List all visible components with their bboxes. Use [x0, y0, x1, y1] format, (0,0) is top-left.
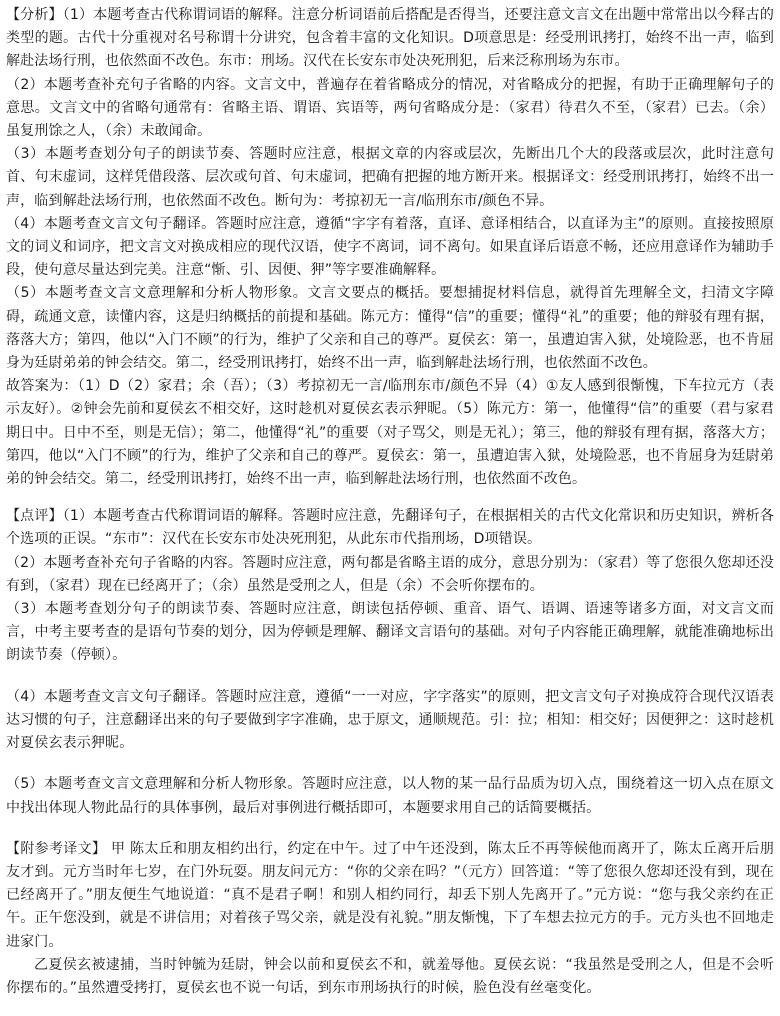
paragraph-gap	[6, 755, 774, 773]
analysis-paragraph-2: （2）本题考查补充句子省略的内容。文言文中，普遍存在着省略成分的情况，对省略成分的把握，有助于正确理解句子的意思。文言文中的省略句通常有：省略主语、谓语、宾语等，两句省略成分是：（家君）待君久不至，（家君）已去。（余）虽复刑馀之人，（余）未敢闻命。	[6, 76, 774, 140]
review-paragraph-4: （4）本题考查文言文句子翻译。答题时应注意，遵循“一一对应，字字落实”的原则，把文言文句子对换成符合现代汉语表达习惯的句子，注意翻译出来的句子要做到字字准确，忠于原文，通顺规范。引：拉；相知：相交好；因便狎之：这时趁机对夏侯玄表示狎昵。	[6, 688, 774, 752]
review-paragraph-3: （3）本题考查划分句子的朗读节奏、答题时应注意，朗读包括停顿、重音、语气、语调、语速等诸多方面，对文言文而言，中考主要考查的是语句节奏的划分，因为停顿是理解、翻译文言语句的基础。对句子内容能正确理解，就能准确地标出朗读节奏（停顿）。	[6, 601, 774, 664]
review-paragraph-2: （2）本题考查补充句子省略的内容。答题时应注意，两句都是省略主语的成分，意思分别为：（家君）等了您很久您却还没有到，（家君）现在已经离开了；（余）虽然是受刑之人，但是（余）不会听你摆布的。	[6, 554, 774, 594]
paragraph-gap	[6, 668, 774, 686]
review-section	[6, 505, 774, 819]
translation-section	[6, 838, 774, 1000]
review-paragraph-1: 【点评】（1）本题考查古代称谓词语的解释。答题时应注意，先翻译句子，在根据相关的古代文化常识和历史知识，辨析各个选项的正误。“东市”：汉代在长安东市处决死刑犯，从此东市代指刑场，D项错误。	[6, 508, 774, 548]
analysis-paragraph-5: （5）本题考查文言文意理解和分析人物形象。文言文要点的概括。要想捕捉材料信息，就得首先理解全文，扫清文字障碍，疏通文意，读懂内容，这是归纳概括的前提和基础。陈元方：懂得“信”的重要；懂得“礼”的重要；他的辩驳有理有据，落落大方；第四，他以“入门不顾”的行为，维护了父亲和自己的尊严。夏侯玄：第一，虽遭迫害入狱，处境险恶，也不肯屈身为廷尉弟弟的钟会结交。第二，经受刑讯拷打，始终不出一声，临到解赴法场行刑，也依然面不改色。	[6, 285, 774, 372]
final-answer-paragraph: 故答案为：（1）D（2）家君；余（吾）；（3）考掠初无一言/临刑东市/颜色不异（4）①友人感到很惭愧，下车拉元方（表示友好）。②钟会先前和夏侯玄不相交好，这时趁机对夏侯玄表示狎昵。（5）陈元方：第一，他懂得“信”的重要（君与家君期日中。日中不至，则是无信）；第二，他懂得“礼”的重要（对子骂父，则是无礼）；第三，他的辩驳有理有据，落落大方；第四，他以“入门不顾”的行为，维护了父亲和自己的尊严。夏侯玄：第一，虽遭迫害入狱，处境险恶，也不肯屈身为廷尉弟弟的钟会结交。第二，经受刑讯拷打，始终不出一声，临到解赴法场行刑，也依然面不改色。	[6, 378, 774, 488]
section-gap	[6, 820, 774, 838]
analysis-paragraph-4: （4）本题考查文言文句子翻译。答题时应注意，遵循“字字有着落，直译、意译相结合，以直译为主”的原则。直接按照原文的词义和词序，把文言文对换成相应的现代汉语，使字不离词，词不离句。如果直译后语意不畅，还应用意译作为辅助手段，使句意尽量达到完美。注意“惭、引、因便、狎”等字要准确解释。	[6, 215, 774, 279]
translation-paragraph-2: 乙夏侯玄被逮捕，当时钟毓为廷尉，钟会以前和夏侯玄不和，就羞辱他。夏侯玄说：“我虽然是受刑之人，但是不会听你摆布的。”虽然遭受拷打，夏侯玄也不说一句话，到东市刑场执行的时候，脸色没有丝毫变化。	[6, 956, 774, 996]
analysis-section	[6, 4, 774, 491]
review-paragraph-5: （5）本题考查文言文意理解和分析人物形象。答题时应注意，以人物的某一品行品质为切入点，围绕着这一切入点在原文中找出体现人物此品行的具体事例，最后对事例进行概括即可，本题要求用自己的话简要概括。	[6, 776, 774, 816]
analysis-paragraph-3: （3）本题考查划分句子的朗读节奏、答题时应注意，根据文章的内容或层次，先断出几个大的段落或层次，此时注意句首、句末虚词，这样凭借段落、层次或句首、句末虚词，把确有把握的地方断开来。根据译文：经受刑讯拷打，始终不出一声，临到解赴法场行刑，也依然面不改色。断句为：考掠初无一言/临刑东市/颜色不异。	[6, 146, 774, 209]
translation-paragraph-1: 【附参考译文】 甲 陈太丘和朋友相约出行，约定在中午。过了中午还没到，陈太丘不再等候他而离开了，陈太丘离开后朋友才到。元方当时年七岁，在门外玩耍。朋友问元方：“你的父亲在吗？”（元方）回答道：“等了您很久您却还没有到，现在已经离开了。”朋友便生气地说道：“真不是君子啊！和别人相约同行，却丢下别人先离开了。”元方说：“您与我父亲约在正午。正午您没到，就是不讲信用；对着孩子骂父亲，就是没有礼貌。”朋友惭愧，下了车想去拉元方的手。元方头也不回地走进家门。	[6, 840, 774, 950]
analysis-paragraph-1: 【分析】（1）本题考查古代称谓词语的解释。注意分析词语前后搭配是否得当，还要注意文言文在出题中常常出以今释古的类型的题。古代十分重视对名号称谓十分讲究，包含着丰富的文化知识。D项意思是：经受刑讯拷打，始终不出一声，临到解赴法场行刑，也依然面不改色。东市：刑场。汉代在长安东市处决死刑犯，后来泛称刑场为东市。	[6, 7, 774, 70]
section-gap	[6, 491, 774, 505]
